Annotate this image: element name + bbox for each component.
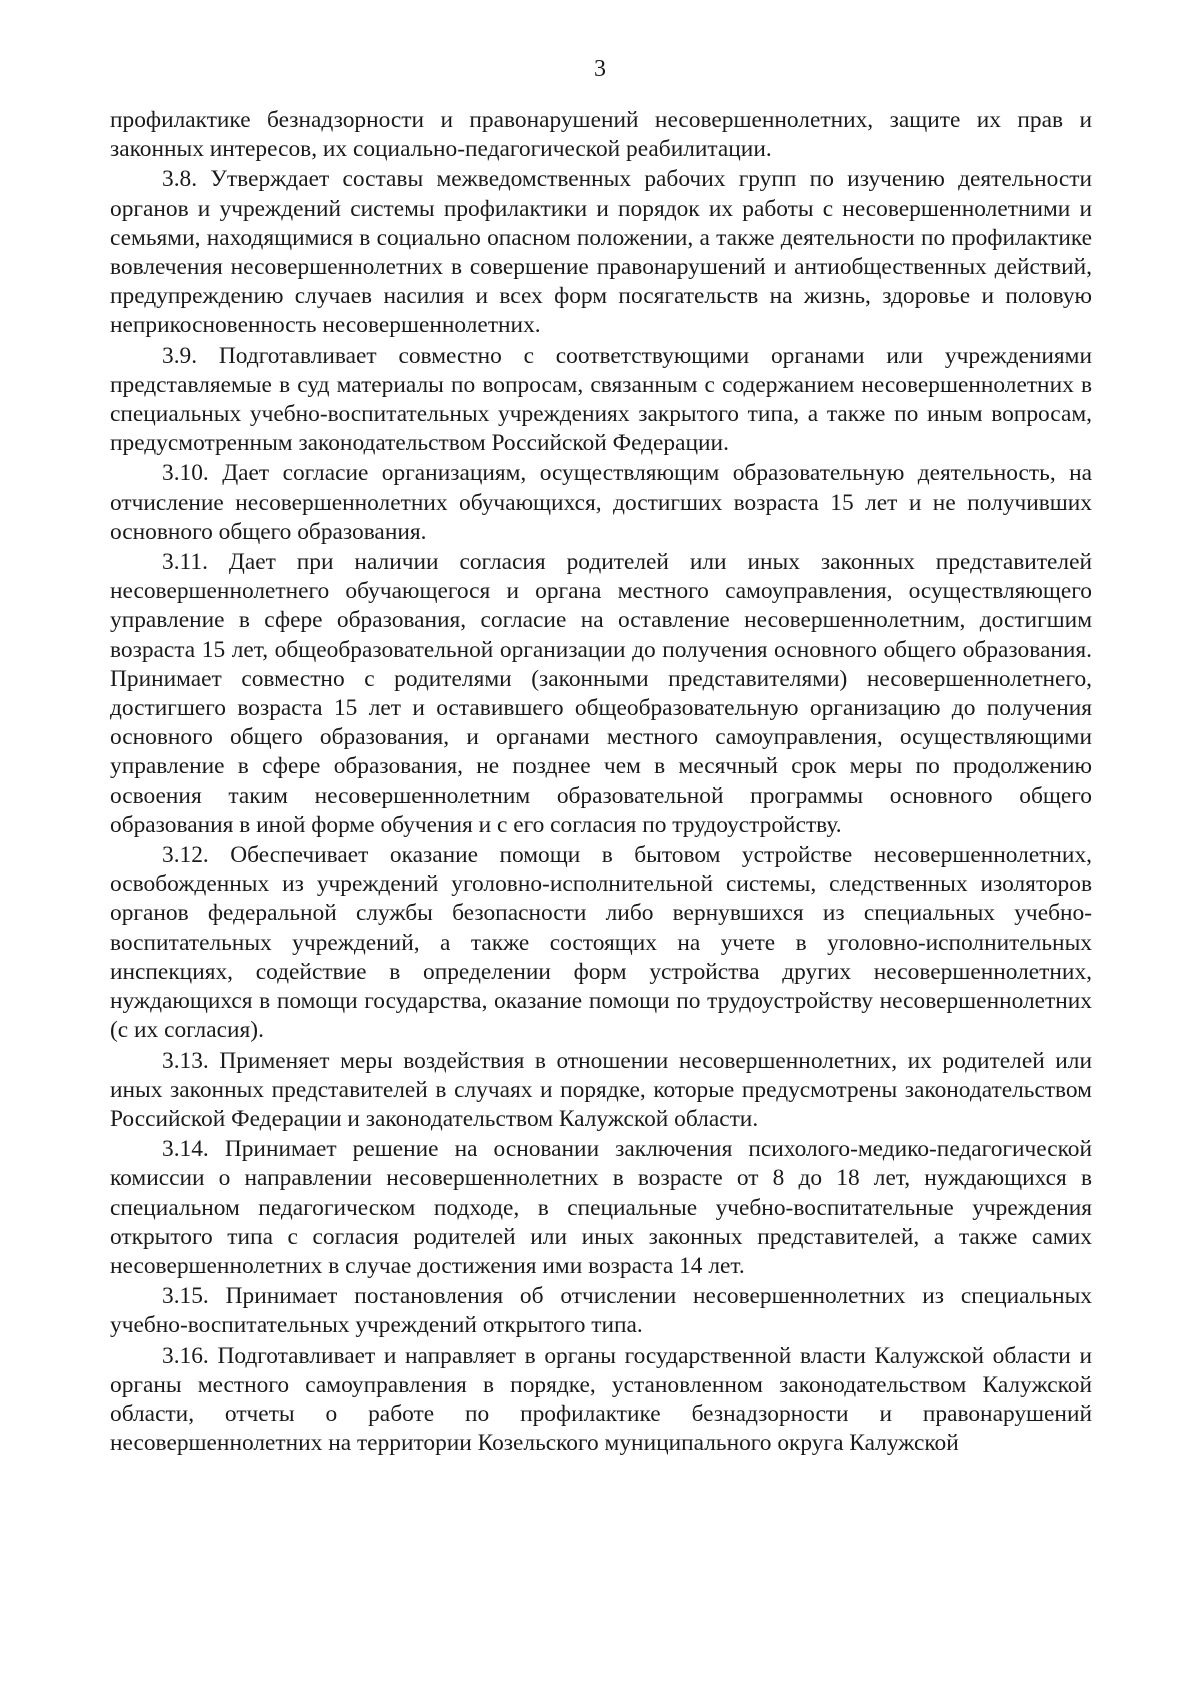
paragraph-3-9: 3.9. Подготавливает совместно с соответствующими органами или учреждениями представляемые в суд материалы по вопросам, связанным с содержанием несовершеннолетних в специальных учебно-воспитательных учреждениях закрытого типа, а также по иным вопросам, предусмотренным законодательством Российской Федерации. [110,342,1092,457]
paragraph-3-10: 3.10. Дает согласие организациям, осуществляющим образовательную деятельность, на отчисление несовершеннолетних обучающихся, достигших возраста 15 лет и не получивших основного общего образования. [110,460,1092,545]
paragraph-3-11: 3.11. Дает при наличии согласия родителей или иных законных представителей несовершеннолетнего обучающегося и органа местного самоуправления, осуществляющего управление в сфере образования, согласие на оставление несовершеннолетним, достигшим возраста 15 лет, общеобразовательной организации до получения основного общего образования. Принимает совместно с родителями (законными представителями) несовершеннолетнего, достигшего возраста 15 лет и оставившего общеобразовательную организацию до получения основного общего образования, и органами местного самоуправления, осуществляющими управление в сфере образования, не позднее чем в месячный срок меры по продолжению освоения таким несовершеннолетним образовательной программы основного общего образования в иной форме обучения и с его согласия по трудоустройству. [110,549,1092,838]
paragraph-3-14: 3.14. Принимает решение на основании заключения психолого-медико-педагогической комиссии о направлении несовершеннолетних в возрасте от 8 до 18 лет, нуждающихся в специальном педагогическом подходе, в специальные учебно-воспитательные учреждения открытого типа с согласия родителей или иных законных представителей, а также самих несовершеннолетних в случае достижения ими возраста 14 лет. [110,1136,1092,1279]
paragraph-3-8: 3.8. Утверждает составы межведомственных рабочих групп по изучению деятельности органов и учреждений системы профилактики и порядок их работы с несовершеннолетними и семьями, находящимися в социально опасном положении, а также деятельности по профилактике вовлечения несовершеннолетних в совершение правонарушений и антиобщественных действий, предупреждению случаев насилия и всех форм посягательств на жизнь, здоровье и половую неприкосновенность несовершеннолетних. [110,166,1092,339]
paragraph-3-12: 3.12. Обеспечивает оказание помощи в бытовом устройстве несовершеннолетних, освобожденных из учреждений уголовно-исполнительной системы, следственных изоляторов органов федеральной службы безопасности либо вернувшихся из специальных учебно-воспитательных учреждений, а также состоящих на учете в уголовно-исполнительных инспекциях, содействие в определении форм устройства других несовершеннолетних, нуждающихся в помощи государства, оказание помощи по трудоустройству несовершеннолетних (с их согласия). [110,842,1092,1044]
paragraph-3-16: 3.16. Подготавливает и направляет в органы государственной власти Калужской области и органы местного самоуправления в порядке, установленном законодательством Калужской области, отчеты о работе по профилактике безнадзорности и правонарушений несовершеннолетних на территории Козельского муниципального округа Калужской [110,1342,1092,1457]
document-body [110,106,1092,1458]
paragraph-3-15: 3.15. Принимает постановления об отчислении несовершеннолетних из специальных учебно-воспитательных учреждений открытого типа. [110,1283,1092,1339]
paragraph-3-13: 3.13. Применяет меры воздействия в отношении несовершеннолетних, их родителей или иных законных представителей в случаях и порядке, которые предусмотрены законодательством Российской Федерации и законодательством Калужской области. [110,1047,1092,1132]
paragraph-continuation: профилактике безнадзорности и правонарушений несовершеннолетних, защите их прав и законных интересов, их социально-педагогической реабилитации. [110,107,1092,163]
page-number: 3 [594,56,606,82]
